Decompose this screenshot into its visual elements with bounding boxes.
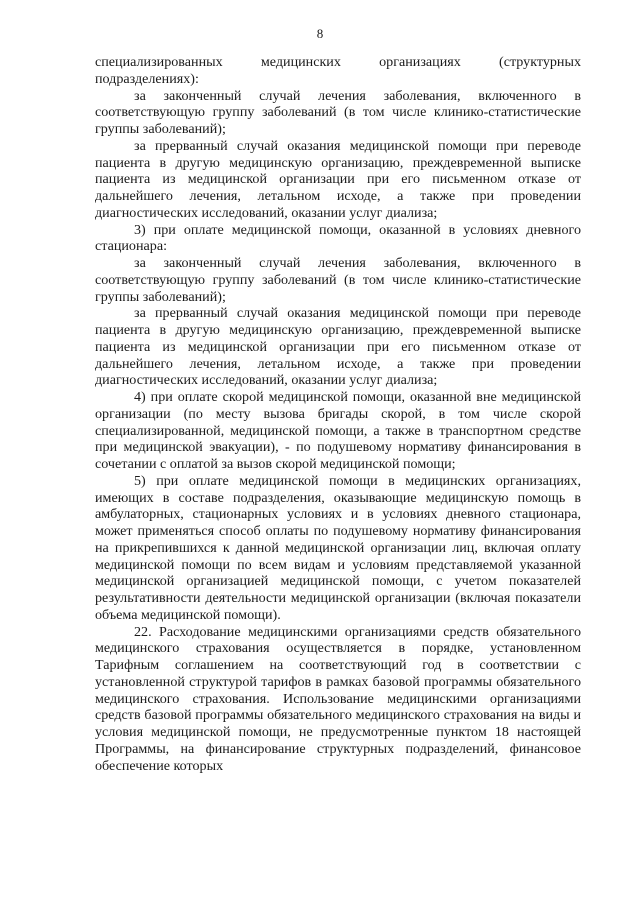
paragraph-completed-case-inpatient: за законченный случай лечения заболевания, включенного в соответствующую группу заболеваний (в том числе клинико-статистические группы заболеваний);: [95, 87, 581, 137]
paragraph-interrupted-case-day-hospital: за прерванный случай оказания медицинской помощи при переводе пациента в другую медицинскую организацию, преждевременной выписке пациента из медицинской организации при его письменном отказе от дальнейшего лечения, летальном исходе, а также при проведении диагностических исследований, оказании услуг диализа;: [95, 305, 581, 389]
paragraph-item-5: 5) при оплате медицинской помощи в медицинских организациях, имеющих в составе подразделения, оказывающие медицинскую помощь в амбулаторных, стационарных условиях и в условиях дневного стационара, может применяться способ оплаты по подушевому нормативу финансирования на прикрепившихся к данной медицинской организации лиц, включая оплату медицинской помощи по всем видам и условиям представляемой указанной медицинской организацией медицинской помощи, с учетом показателей результативности деятельности медицинской организации (включая показатели объема медицинской помощи).: [95, 472, 581, 623]
paragraph-item-4: 4) при оплате скорой медицинской помощи, оказанной вне медицинской организации (по месту вызова бригады скорой, в том числе скорой специализированной, медицинской помощи, а также в транспортном средстве при медицинской эвакуации), - по подушевому нормативу финансирования в сочетании с оплатой за вызов скорой медицинской помощи;: [95, 389, 581, 472]
page-number: 8: [316, 26, 324, 41]
paragraph-clause-22: 22. Расходование медицинскими организациями средств обязательного медицинского страхования осуществляется в порядке, установленном Тарифным соглашением на соответствующий год в соответствии с установленной структурой тарифов в рамках базовой программы обязательного медицинского страхования. Использование медицинскими организациями средств базовой программы обязательного медицинского страхования на виды и условия медицинской помощи, не предусмотренные пунктом 18 настоящей Программы, на финансирование структурных подразделений, финансовое обеспечение которых: [95, 623, 581, 774]
paragraph-interrupted-case-inpatient: за прерванный случай оказания медицинской помощи при переводе пациента в другую медицинскую организацию, преждевременной выписке пациента из медицинской организации при его письменном отказе от дальнейшего лечения, летальном исходе, а также при проведении диагностических исследований, оказании услуг диализа;: [95, 137, 581, 221]
paragraph-continuation: специализированных медицинских организациях (структурных подразделениях):: [95, 54, 581, 87]
paragraph-item-3: 3) при оплате медицинской помощи, оказанной в условиях дневного стационара:: [95, 221, 581, 255]
document-body: [95, 54, 581, 774]
paragraph-completed-case-day-hospital: за законченный случай лечения заболевания, включенного в соответствующую группу заболеваний (в том числе клинико-статистические группы заболеваний);: [95, 255, 581, 305]
